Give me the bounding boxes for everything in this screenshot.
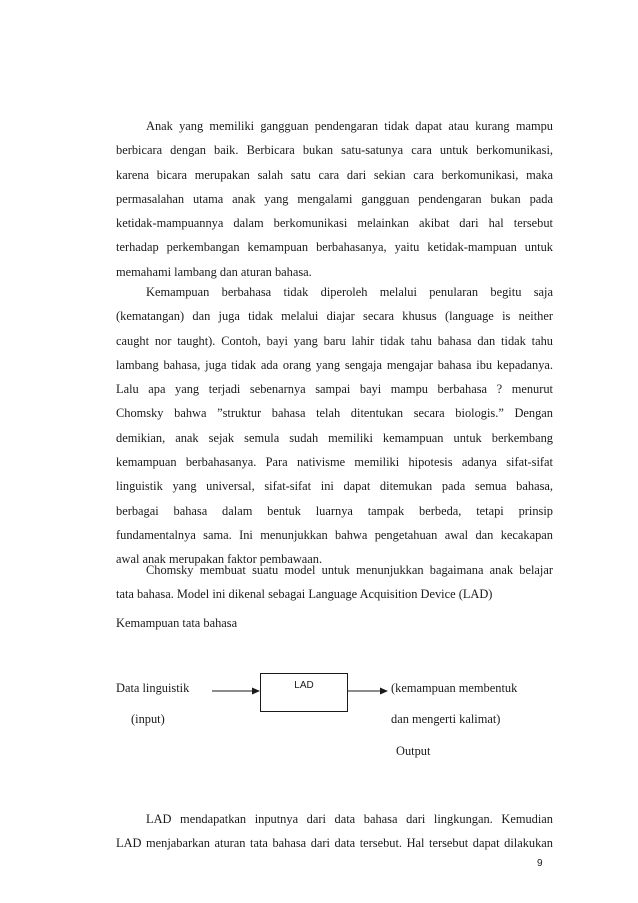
text-line: berbicara dengan baik. Berbicara bukan satu-satunya cara untuk berkomunikasi,	[116, 143, 553, 158]
text-line: tata bahasa. Model ini dikenal sebagai Language Acquisition Device (LAD)	[116, 587, 493, 602]
text-line: ketidak-mampuannya dalam berkomunikasi melainkan akibat dari hal tersebut	[116, 216, 553, 231]
page-number: 9	[537, 858, 543, 869]
text-line: karena bicara merupakan salah satu cara dari sekian cara berkomunikasi, maka	[116, 167, 553, 182]
text-line: permasalahan utama anak yang mengalami gangguan pendengaran bukan pada	[116, 191, 553, 206]
output-line-1: (kemampuan membentuk	[391, 681, 518, 695]
text-line: awal anak merupakan faktor pembawaan.	[116, 552, 323, 567]
text-line: Chomsky membuat suatu model untuk menunjukkan bagaimana anak belajar	[146, 563, 553, 577]
text-line: Kemampuan berbahasa tidak diperoleh melalui penularan begitu saja	[146, 285, 553, 299]
paragraph-3	[116, 558, 553, 607]
diagram-heading	[116, 611, 553, 635]
text-line: LAD menjabarkan aturan tata bahasa dari data tersebut. Hal tersebut dapat dilakukan	[116, 836, 553, 851]
text-line: Anak yang memiliki gangguan pendengaran tidak dapat atau kurang mampu	[146, 119, 553, 133]
text-line: memahami lambang dan aturan bahasa.	[116, 264, 312, 279]
output-line-2: dan mengerti kalimat)	[391, 712, 501, 726]
text-line: caught nor taught). Contoh, bayi yang baru lahir tidak tahu bahasa dan tidak tahu	[116, 333, 553, 348]
lad-box-label: LAD	[294, 680, 314, 691]
text-line: fundamentalnya sama. Ini menunjukkan bahwa pengetahuan awal dan kecakapan	[116, 527, 553, 542]
output-arrow	[348, 686, 388, 696]
text-line: demikian, anak sejak semula sudah memiliki kemampuan untuk berkembang	[116, 430, 553, 445]
input-sub-label: (input)	[131, 712, 165, 726]
diagram-heading-text: Kemampuan tata bahasa	[116, 616, 238, 630]
input-label: Data linguistik	[116, 681, 190, 695]
text-line: terhadap perkembangan kemampuan berbahasanya, yaitu ketidak-mampuan untuk	[116, 240, 553, 255]
text-line: Lalu apa yang terjadi sebenarnya sampai bayi mampu berbahasa ? menurut	[116, 382, 553, 397]
text-line: LAD mendapatkan inputnya dari data bahasa dari lingkungan. Kemudian	[146, 812, 553, 826]
paragraph-4	[116, 807, 553, 856]
text-line: kemampuan berbahasanya. Para nativisme memiliki hipotesis adanya sifat-sifat	[116, 455, 553, 470]
lad-box	[260, 673, 348, 712]
text-line: (kematangan) dan juga tidak melalui diajar secara khusus (language is neither	[116, 309, 553, 324]
paragraph-1	[116, 114, 553, 284]
text-line: berbagai bahasa dalam bentuk luarnya tampak berbeda, tetapi prinsip	[116, 503, 553, 518]
input-arrow	[212, 686, 260, 696]
output-label: Output	[396, 744, 431, 758]
text-line: Chomsky bahwa ”struktur bahasa telah ditentukan secara biologis.” Dengan	[116, 406, 553, 421]
text-line: linguistik yang universal, sifat-sifat ini dapat ditemukan pada semua bahasa,	[116, 479, 553, 494]
text-line: lambang bahasa, juga tidak ada orang yang sengaja mengajar bahasa ibu kepadanya.	[116, 357, 553, 372]
paragraph-2	[116, 280, 553, 572]
